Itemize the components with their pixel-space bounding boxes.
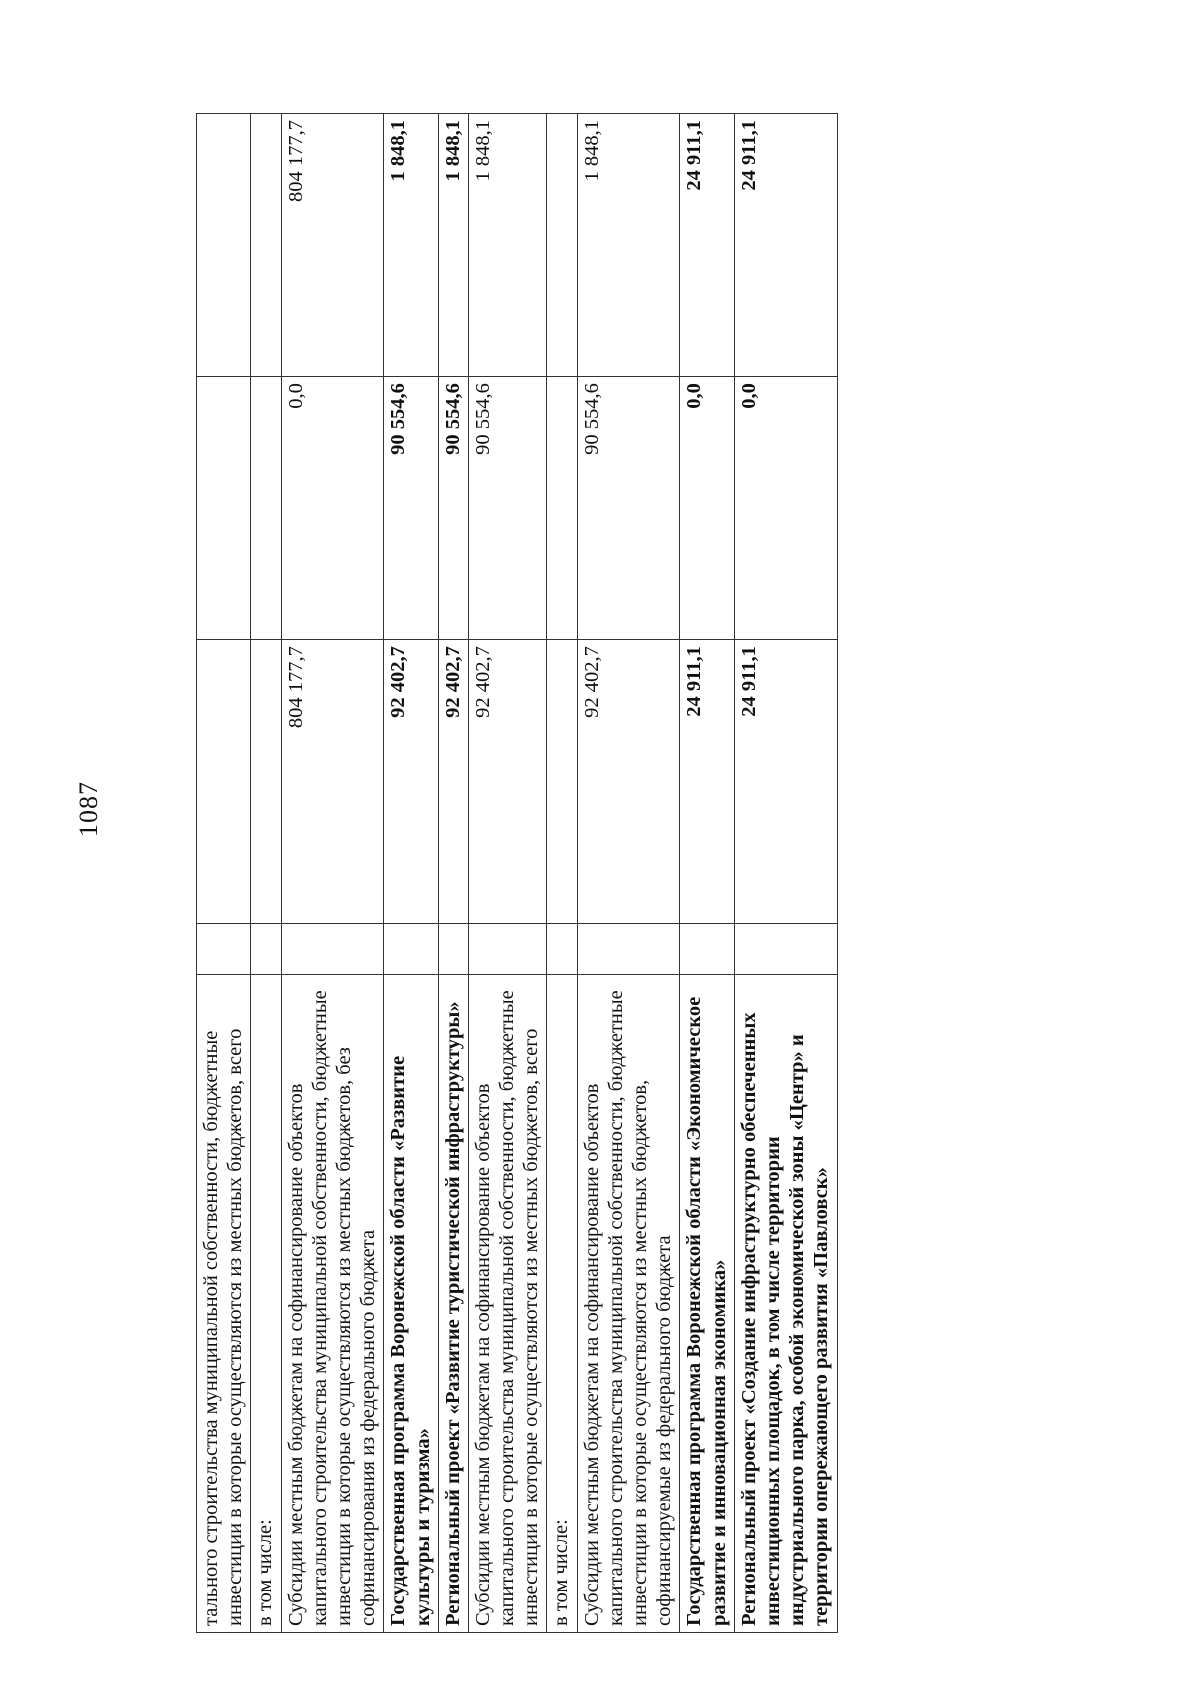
value-total: 92 402,7 [384, 640, 438, 924]
value-total: 24 911,1 [734, 640, 837, 924]
row-description: в том числе: [251, 974, 281, 1632]
table-row [577, 114, 680, 1633]
row-description: Государственная программа Воронежской области «Экономическое развитие и инновационная экономика» [680, 974, 734, 1632]
row-description: Субсидии местным бюджетам на софинансирование объектов капитального строительства муниципальной собственности, бюджетные инвестиции в которые осуществляются из местных бюджетов, без софинансирования из федерального бюджета [281, 974, 384, 1632]
empty-cell [251, 923, 281, 974]
empty-cell [547, 923, 577, 974]
value-total: 804 177,7 [281, 640, 384, 924]
table-row [384, 114, 438, 1633]
value-total [197, 640, 251, 924]
value-federal [197, 377, 251, 640]
empty-cell [680, 923, 734, 974]
empty-cell [197, 923, 251, 974]
value-total [251, 640, 281, 924]
value-total: 24 911,1 [680, 640, 734, 924]
value-federal: 90 554,6 [577, 377, 680, 640]
table-row [547, 114, 577, 1633]
value-federal: 90 554,6 [384, 377, 438, 640]
table-row [251, 114, 281, 1633]
empty-cell [384, 923, 438, 974]
budget-table [196, 113, 838, 1633]
value-federal: 0,0 [281, 377, 384, 640]
empty-cell [734, 923, 837, 974]
value-regional: 1 848,1 [384, 114, 438, 377]
value-total: 92 402,7 [438, 640, 468, 924]
value-regional [251, 114, 281, 377]
value-federal: 0,0 [680, 377, 734, 640]
empty-cell [281, 923, 384, 974]
empty-cell [468, 923, 547, 974]
value-regional [197, 114, 251, 377]
value-regional: 1 848,1 [438, 114, 468, 377]
value-federal [251, 377, 281, 640]
table-row [468, 114, 547, 1633]
row-description: тального строительства муниципальной собственности, бюджетные инвестиции в которые осуществляются из местных бюджетов, всего [197, 974, 251, 1632]
value-federal: 90 554,6 [438, 377, 468, 640]
empty-cell [438, 923, 468, 974]
value-federal [547, 377, 577, 640]
value-federal: 0,0 [734, 377, 837, 640]
value-total: 92 402,7 [577, 640, 680, 924]
row-description: в том числе: [547, 974, 577, 1632]
table-row [281, 114, 384, 1633]
value-regional [547, 114, 577, 377]
value-regional: 24 911,1 [680, 114, 734, 377]
row-description: Региональный проект «Развитие туристической инфраструктуры» [438, 974, 468, 1632]
table-row [680, 114, 734, 1633]
value-regional: 1 848,1 [577, 114, 680, 377]
row-description: Региональный проект «Создание инфраструктурно обеспеченных инвестиционных площадок, в том числе территории индустриального парка, особой экономической зоны «Центр» и территории опережающего развития «Павловск» [734, 974, 837, 1632]
page-number: 1087 [74, 781, 103, 837]
row-description: Субсидии местным бюджетам на софинансирование объектов капитального строительства муниципальной собственности, бюджетные инвестиции в которые осуществляются из местных бюджетов, софинансируемые из федерального бюджета [577, 974, 680, 1632]
table-row [197, 114, 251, 1633]
value-total [547, 640, 577, 924]
value-regional: 1 848,1 [468, 114, 547, 377]
row-description: Государственная программа Воронежской области «Развитие культуры и туризма» [384, 974, 438, 1632]
value-total: 92 402,7 [468, 640, 547, 924]
table-row [438, 114, 468, 1633]
empty-cell [577, 923, 680, 974]
table-row [734, 114, 837, 1633]
value-regional: 24 911,1 [734, 114, 837, 377]
row-description: Субсидии местным бюджетам на софинансирование объектов капитального строительства муниципальной собственности, бюджетные инвестиции в которые осуществляются из местных бюджетов, всего [468, 974, 547, 1632]
value-regional: 804 177,7 [281, 114, 384, 377]
value-federal: 90 554,6 [468, 377, 547, 640]
